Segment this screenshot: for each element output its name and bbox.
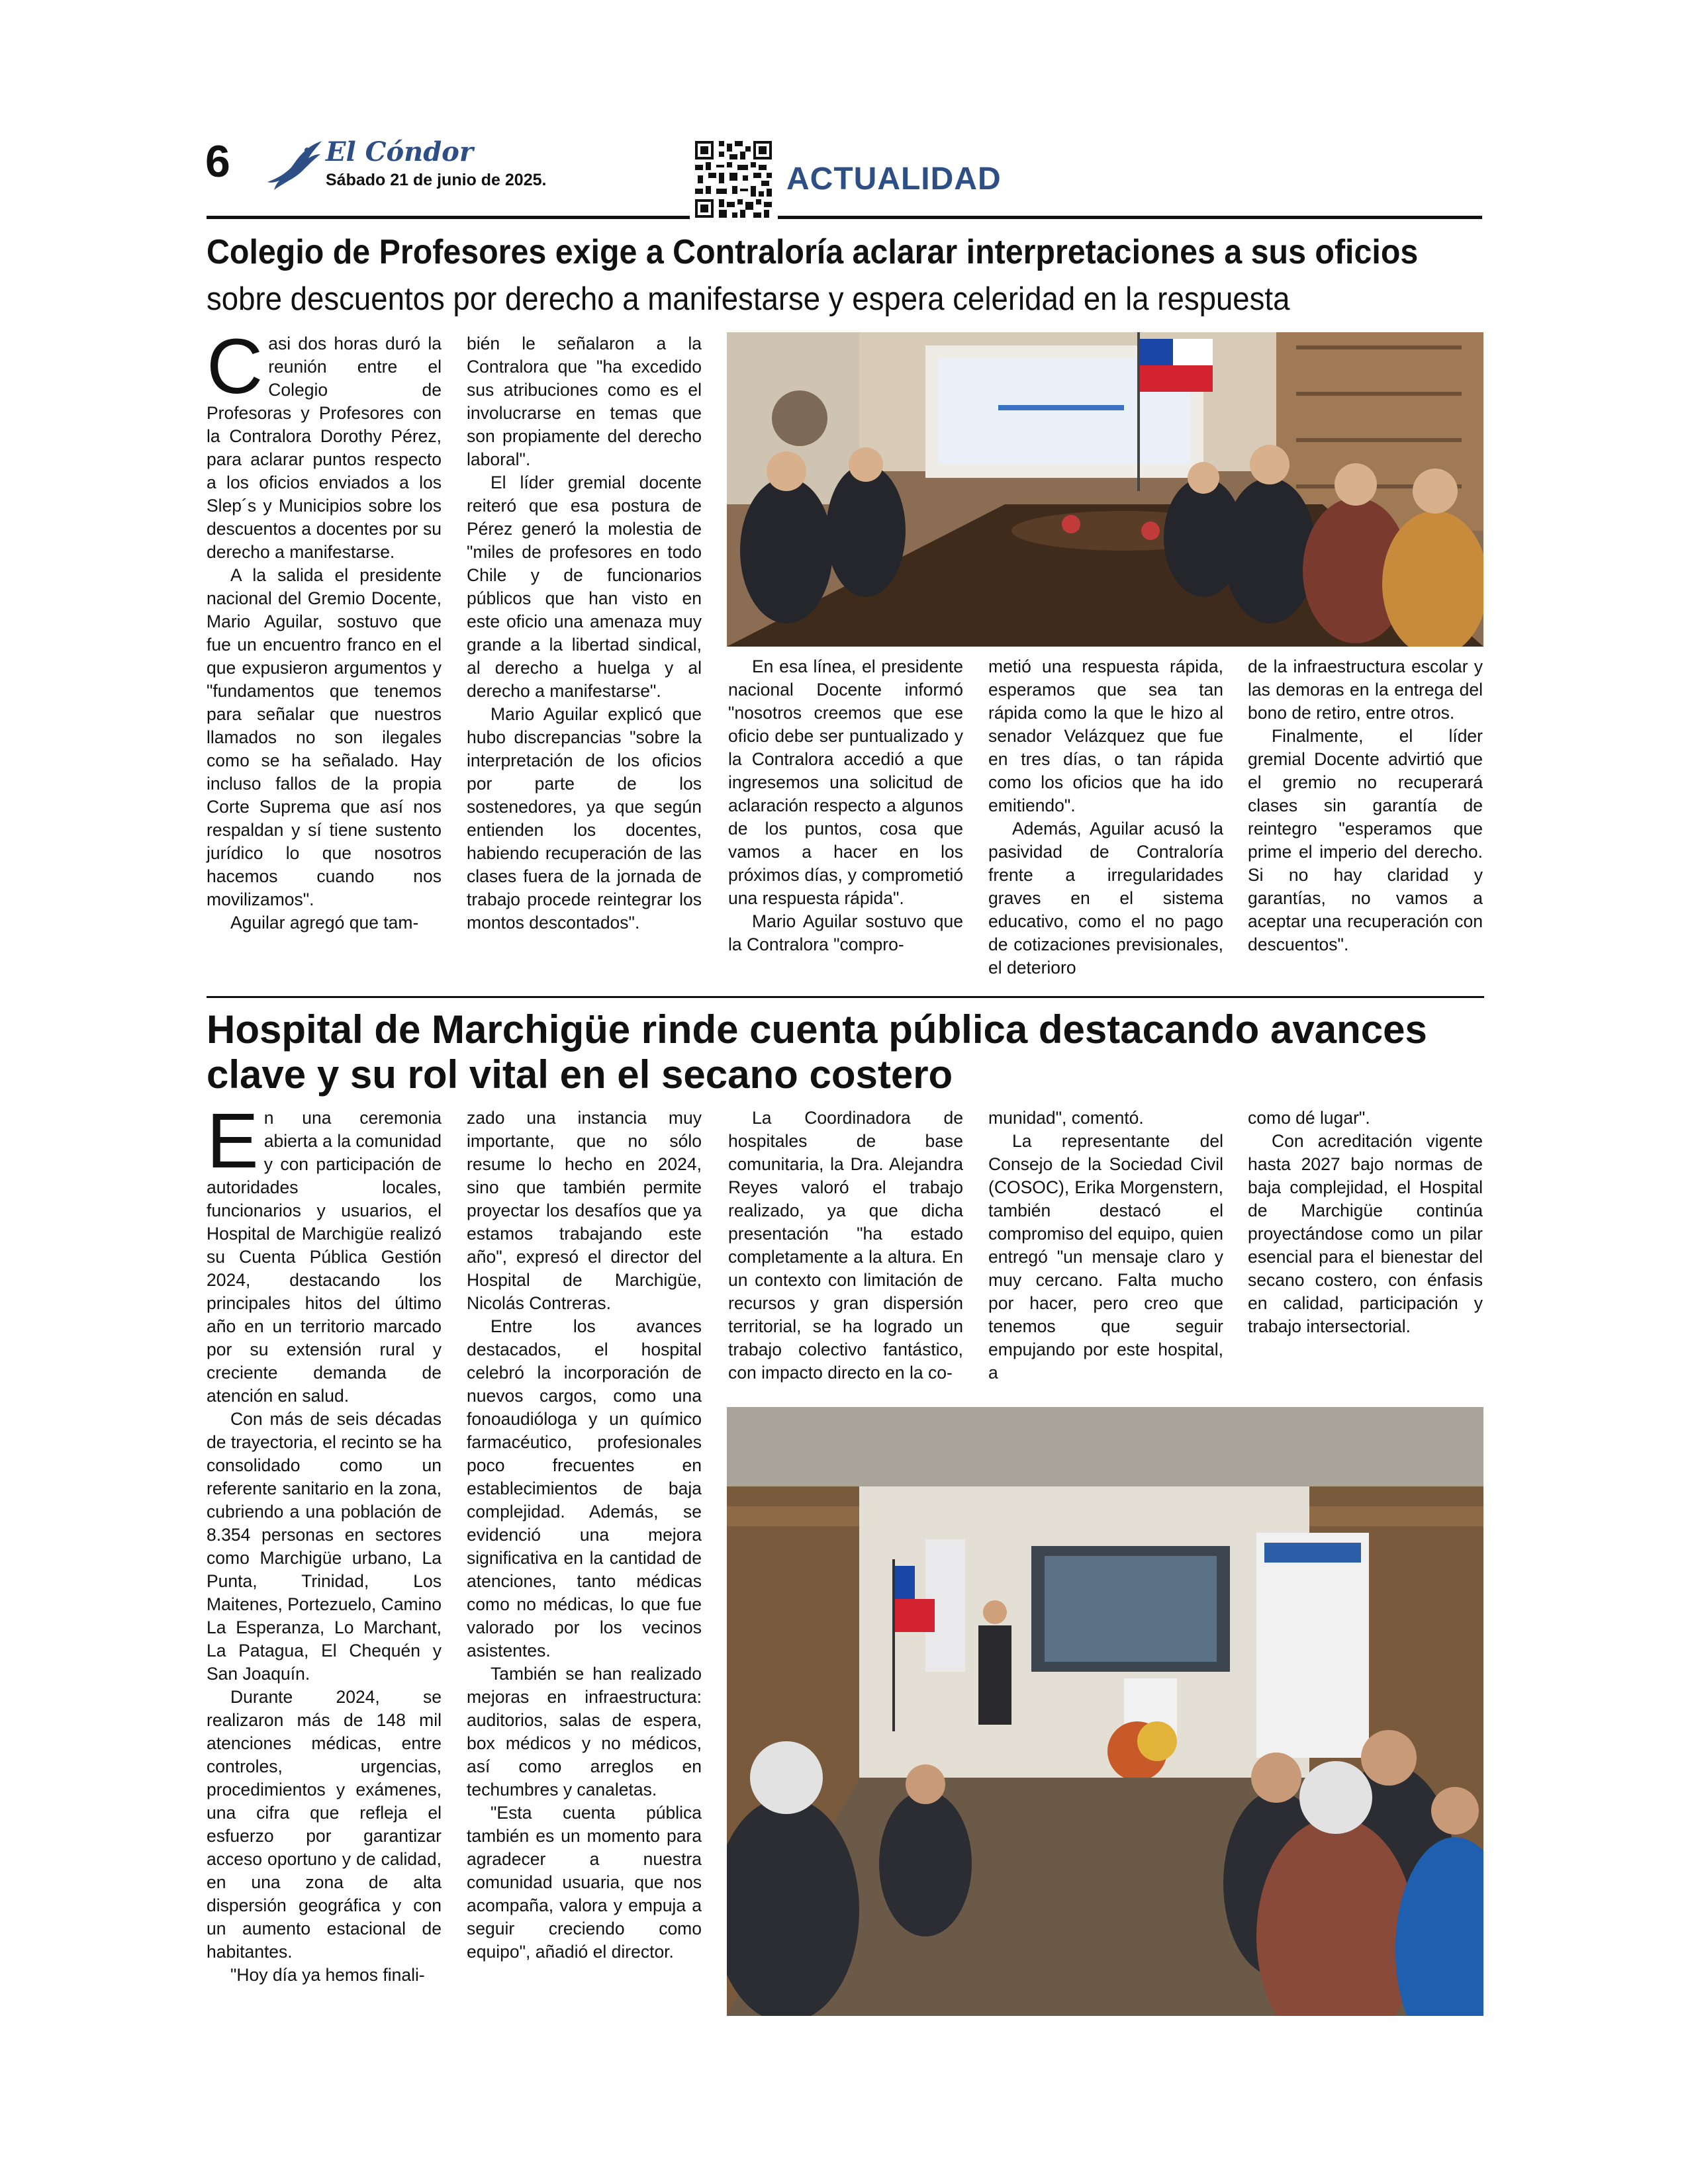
qr-code-icon <box>695 141 772 218</box>
condor-bird-icon <box>265 136 324 195</box>
paragraph: bién le señalaron a la Contralora que "ha excedido sus atribuciones como es el involucrarse en temas que son propiamente del derecho laboral". <box>467 334 702 469</box>
paragraph: Finalmente, el líder gremial Docente advirtió que el gremio no recuperará clases sin garantía de reintegro "esperamos que prime el imperio del derecho. Si no hay claridad y garantías, no vamos a aceptar una recuperación con descuentos". <box>1248 726 1483 954</box>
article1-headline: Colegio de Profesores exige a Contraloría aclarar interpretaciones a sus oficios <box>207 233 1419 271</box>
paragraph: como dé lugar". <box>1248 1108 1370 1128</box>
page-number: 6 <box>205 136 230 187</box>
paragraph: Mario Aguilar explicó que hubo discrepancias "sobre la interpretación de los oficios por parte de los sostenedores, ya que según entienden los docentes, habiendo recuperación de las clases fuera de la jornada de trabajo procede reintegrar los montos descontados". <box>467 704 702 933</box>
paragraph: Entre los avances destacados, el hospital celebró la incorporación de nuevos cargos, como una fonoaudióloga y un químico farmacéutico, profesionales poco frecuentes en establecimientos de baja complejidad. Además, se evidenció una mejora significativa en la cantidad de atenciones, tanto médicas como no médicas, lo que fue valorado por los vecinos asistentes. <box>467 1316 702 1661</box>
paper-name: El Cóndor <box>326 136 473 167</box>
paragraph: n una ceremonia abierta a la comunidad y con participación de autoridades locales, funcionarios y usuarios, el Hospital de Marchigüe realizó su Cuenta Pública Gestión 2024, destacando los principales hitos del último año en un territorio marcado por su extensión rural y creciente demanda de atención en salud. <box>207 1108 442 1406</box>
ceremony-photo <box>727 1407 1483 2016</box>
header-rule-left <box>207 216 690 219</box>
paragraph: A la salida el presidente nacional del Gremio Docente, Mario Aguilar, sostuvo que fue un encuentro franco en el que expusieron argumentos y "fundamentos que tenemos para señalar que nuestros llamados no son ilegales como se ha señalado. Hay incluso fallos de la propia Corte Suprema que así nos respaldan y sí tiene sustento jurídico lo que nosotros hacemos cuando nos movilizamos". <box>207 565 442 909</box>
article1-column-1 <box>207 323 442 934</box>
article1-subhead: sobre descuentos por derecho a manifestarse y espera celeridad en la respuesta <box>207 281 1290 317</box>
article2-column-4 <box>988 1107 1223 1385</box>
paragraph: de la infraestructura escolar y las demoras en la entrega del bono de retiro, entre otros. <box>1248 657 1483 723</box>
article2-headline: Hospital de Marchigüe rinde cuenta pública destacando avances clave y su rol vital en el secano costero <box>207 1007 1427 1097</box>
paragraph: "Esta cuenta pública también es un momento para agradecer a nuestra comunidad usuaria, que nos acompaña, valora y empuja a seguir creciendo como equipo", añadió el director. <box>467 1803 702 1962</box>
article2-column-5 <box>1248 1107 1483 1338</box>
paragraph: zado una instancia muy importante, que no sólo resume lo hecho en 2024, sino que también permite proyectar los desafíos que ya estamos trabajando este año", expresó el director del Hospital de Marchigüe, Nicolás Contreras. <box>467 1108 702 1313</box>
paragraph: La Coordinadora de hospitales de base comunitaria, la Dra. Alejandra Reyes valoró el trabajo realizado, ya que dicha presentación "ha estado completamente a la altura. En un contexto con limitación de recursos y gran dispersión territorial, se ha logrado un trabajo colectivo fantástico, con impacto directo en la co- <box>728 1108 963 1383</box>
article2-dropcap: E <box>207 1097 259 1185</box>
paragraph: Mario Aguilar sostuvo que la Contralora "compro- <box>728 911 963 954</box>
article1-dropcap: C <box>207 323 263 410</box>
article2-column-1 <box>207 1097 442 1987</box>
article1-column-3 <box>728 655 963 956</box>
paragraph: metió una respuesta rápida, esperamos que sea tan rápida como la que le hizo al senador Velázquez que fue en tres días, o tan rápida como los oficios que ha ido emitiendo". <box>988 657 1223 815</box>
meeting-photo <box>727 332 1483 647</box>
paragraph: También se han realizado mejoras en infraestructura: auditorios, salas de espera, box médicos y no médicos, así como arreglos en techumbres y canaletas. <box>467 1664 702 1799</box>
header-rule-right <box>778 216 1482 219</box>
section-title: ACTUALIDAD <box>786 161 1002 197</box>
paragraph: La representante del Consejo de la Sociedad Civil (COSOC), Erika Morgenstern, también destacó el compromiso del equipo, quien entregó "un mensaje claro y muy cercano. Falta mucho por hacer, pero creo que tenemos que seguir empujando por este hospital, a <box>988 1131 1223 1383</box>
article2-column-2 <box>467 1107 702 1964</box>
paragraph: Con acreditación vigente hasta 2027 bajo normas de baja complejidad, el Hospital de Marchigüe continúa proyectándose como un pilar esencial para el bienestar del secano costero, con énfasis en calidad, participación y trabajo intersectorial. <box>1248 1131 1483 1336</box>
paragraph: Durante 2024, se realizaron más de 148 mil atenciones médicas, entre controles, urgencias, procedimientos y exámenes, una cifra que refleja el esfuerzo por garantizar acceso oportuno y de calidad, en una zona de alta dispersión geográfica y con un aumento estacional de habitantes. <box>207 1687 442 1962</box>
article1-column-2 <box>467 332 702 934</box>
article1-column-4 <box>988 655 1223 979</box>
paragraph: El líder gremial docente reiteró que esa postura de Pérez generó la molestia de "miles de profesores en todo Chile y de funcionarios públicos que han visto en este oficio una amenaza muy grande a la libertad sindical, al derecho a huelga y al derecho a manifestarse". <box>467 473 702 701</box>
paragraph: "Hoy día ya hemos finali- <box>230 1965 425 1985</box>
article1-column-5 <box>1248 655 1483 956</box>
paragraph: Aguilar agregó que tam- <box>230 913 419 933</box>
article2-column-3 <box>728 1107 963 1385</box>
article-divider <box>207 996 1484 998</box>
paragraph: Con más de seis décadas de trayectoria, el recinto se ha consolidado como un referente sanitario en la zona, cubriendo a una población de 8.354 personas en sectores como Marchigüe urbano, La Punta, Trinidad, Los Maitenes, Portezuelo, Camino La Esperanza, Lo Marchant, La Patagua, El Chequén y San Joaquín. <box>207 1409 442 1684</box>
paragraph: Además, Aguilar acusó la pasividad de Contraloría frente a irregularidades graves en el sistema educativo, como el no pago de cotizaciones previsionales, el deterioro <box>988 819 1223 978</box>
paragraph: En esa línea, el presidente nacional Docente informó "nosotros creemos que ese oficio debe ser puntualizado y la Contralora accedió a que ingresemos una solicitud de aclaración respecto a algunos de los puntos, cosa que vamos a hacer en los próximos días, y comprometió una respuesta rápida". <box>728 657 963 908</box>
issue-date: Sábado 21 de junio de 2025. <box>326 171 547 189</box>
paragraph: asi dos horas duró la reunión entre el Colegio de Profesoras y Profesores con la Contralora Dorothy Pérez, para aclarar puntos respecto a los oficios enviados a los Slep´s y Municipios sobre los descuentos a docentes por su derecho a manifestarse. <box>207 334 442 562</box>
paragraph: munidad", comentó. <box>988 1108 1144 1128</box>
